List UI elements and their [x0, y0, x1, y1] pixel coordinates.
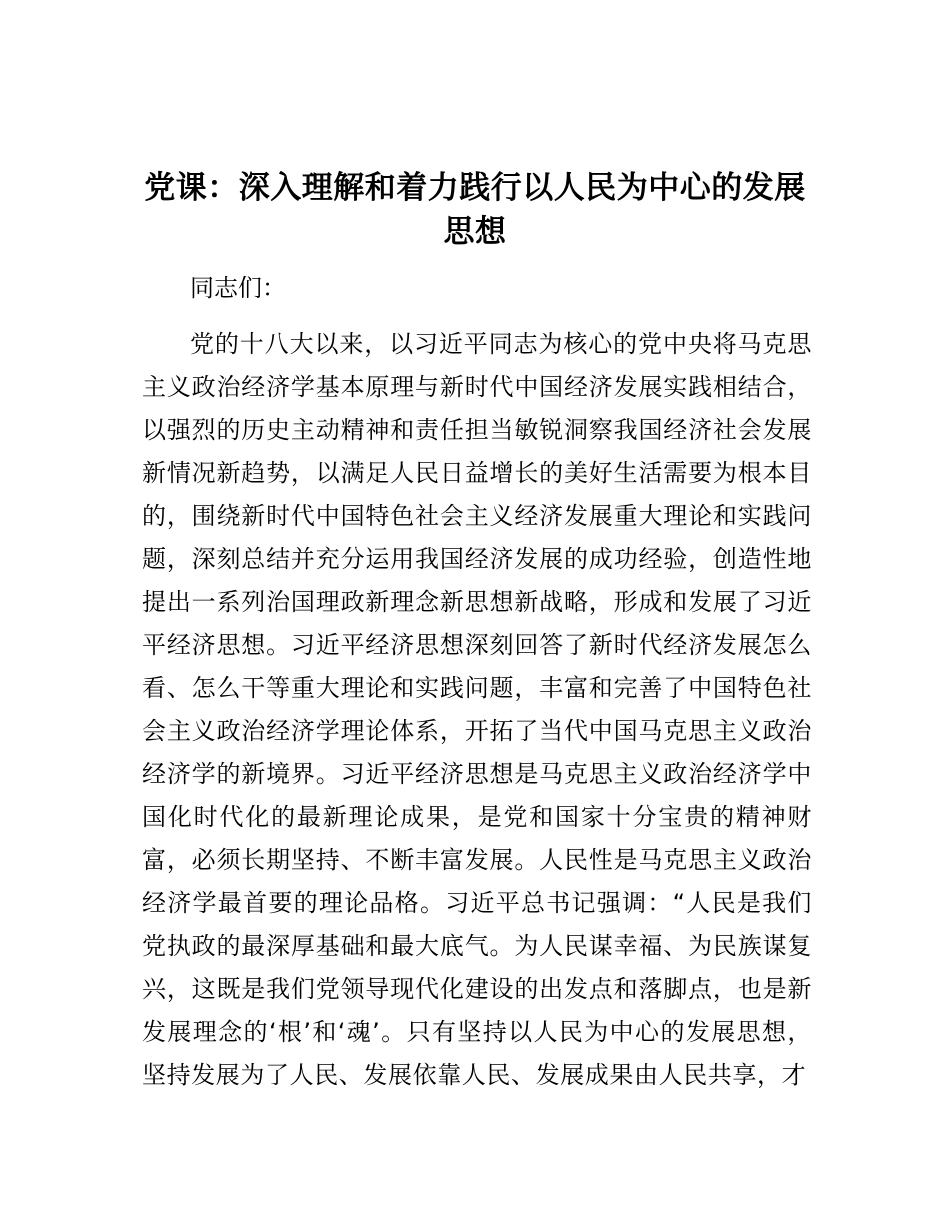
salutation: 同志们： — [190, 274, 286, 302]
document-title: 党课：深入理解和着力践行以人民为中心的发展思想 — [144, 170, 806, 250]
body-paragraph: 党的十八大以来，以习近平同志为核心的党中央将马克思主义政治经济学基本原理与新时代中国经济发展实践相结合，以强烈的历史主动精神和责任担当敏锐洞察我国经济社会发展新情况新趋势，以满足人民日益增长的美好生活需要为根本目的，围绕新时代中国特色社会主义经济发展重大理论和实践问题，深刻总结并充分运用我国经济发展的成功经验，创造性地提出一系列治国理政新理念新思想新战略，形成和发展了习近平经济思想。习近平经济思想深刻回答了新时代经济发展怎么看、怎么干等重大理论和实践问题，丰富和完善了中国特色社会主义政治经济学理论体系，开拓了当代中国马克思主义政治经济学的新境界。习近平经济思想是马克思主义政治经济学中国化时代化的最新理论成果，是党和国家十分宝贵的精神财富，必须长期坚持、不断丰富发展。人民性是马克思主义政治经济学最首要的理论品格。习近平总书记强调：“人民是我们党执政的最深厚基础和最大底气。为人民谋幸福、为民族谋复兴，这既是我们党领导现代化建设的出发点和落脚点，也是新发展理念的‘根’和‘魂’。只有坚持以人民为中心的发展思想，坚持发展为了人民、发展依靠人民、发展成果由人民共享，才 — [142, 330, 812, 1089]
